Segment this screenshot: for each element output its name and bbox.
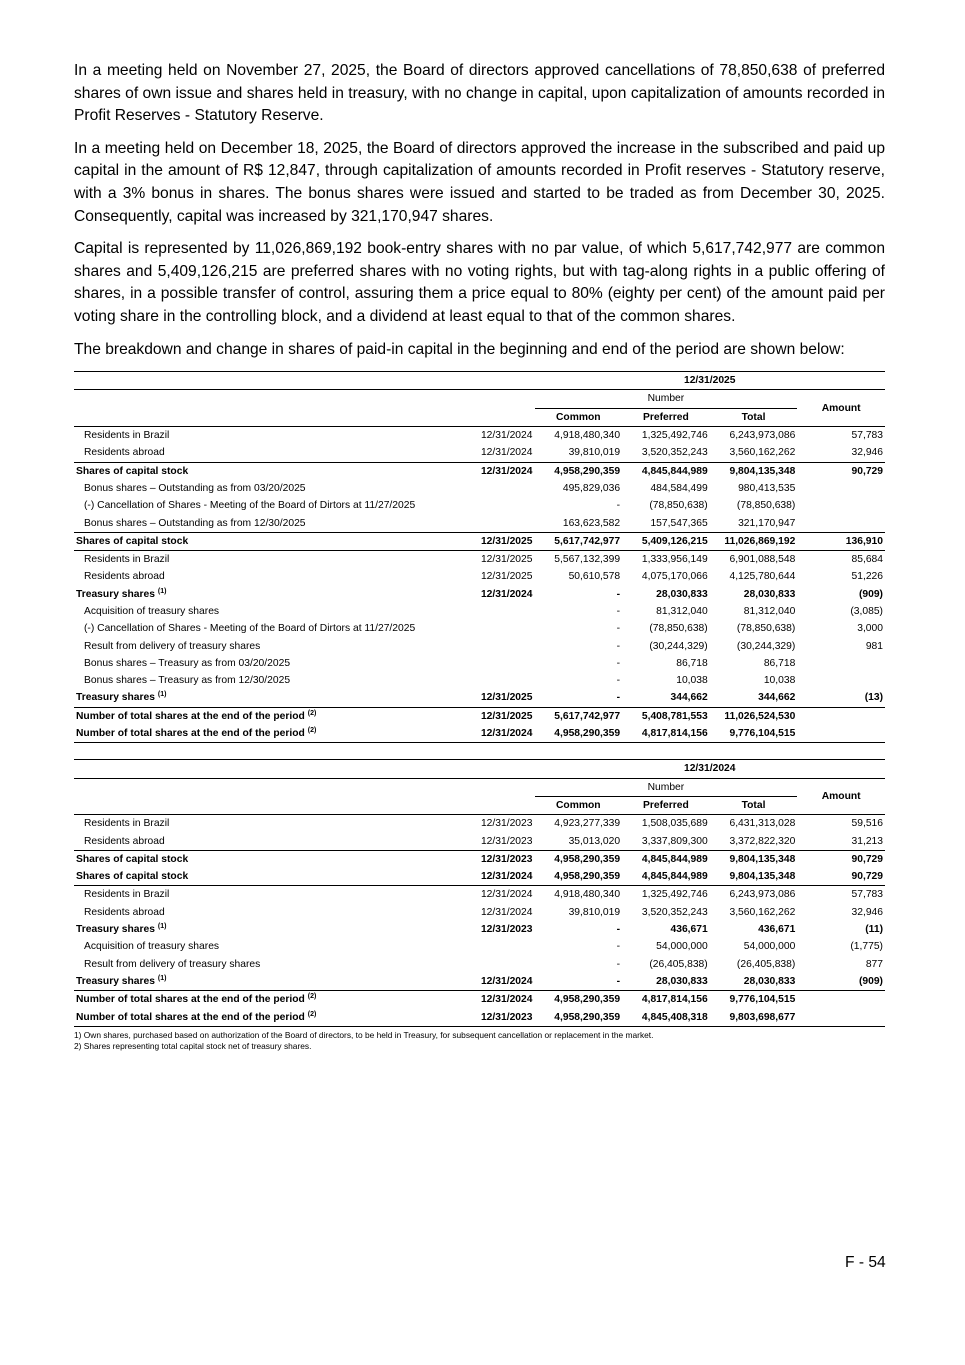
table-title: 12/31/2025 bbox=[535, 372, 886, 390]
row-label bbox=[74, 532, 468, 550]
table-row bbox=[74, 921, 885, 938]
cell-amount: 90,729 bbox=[797, 850, 885, 868]
row-label-text: Residents abroad bbox=[84, 835, 165, 847]
cell-total: 28,030,833 bbox=[743, 588, 796, 600]
table-row bbox=[74, 497, 885, 514]
cell-date: 12/31/2023 bbox=[468, 850, 534, 868]
cell-common: - bbox=[616, 675, 621, 687]
cell-date bbox=[468, 938, 534, 955]
cell-preferred: 1,508,035,689 bbox=[641, 818, 708, 830]
cell-date bbox=[468, 515, 534, 533]
cell-common: 4,958,290,359 bbox=[535, 850, 623, 868]
row-label-text: Acquisition of treasury shares bbox=[84, 941, 220, 953]
cell-amount bbox=[797, 655, 885, 672]
table-row bbox=[74, 480, 885, 497]
cell-common: - bbox=[616, 941, 621, 953]
cell-common: 4,958,290,359 bbox=[535, 991, 623, 1009]
cell-total: 436,671 bbox=[758, 924, 796, 936]
cell-amount: 877 bbox=[865, 958, 883, 970]
row-label bbox=[74, 444, 468, 462]
table-row bbox=[74, 532, 885, 550]
cell-date: 12/31/2023 bbox=[480, 835, 533, 847]
cell-amount bbox=[797, 725, 885, 743]
footnote-ref: (2) bbox=[307, 709, 317, 717]
cell-total: 9,804,135,348 bbox=[710, 462, 798, 480]
cell-amount: 31,213 bbox=[851, 835, 883, 847]
footnote-ref: (2) bbox=[307, 1010, 317, 1018]
cell-preferred: (78,850,638) bbox=[649, 500, 708, 512]
cell-date: 12/31/2025 bbox=[468, 707, 534, 725]
cell-common: 4,918,480,340 bbox=[535, 886, 623, 904]
table-row bbox=[74, 444, 885, 462]
row-label bbox=[74, 850, 468, 868]
row-label bbox=[74, 833, 468, 851]
row-label-text: Shares of capital stock bbox=[76, 535, 189, 547]
cell-preferred: 5,409,126,215 bbox=[622, 532, 710, 550]
cell-common: - bbox=[616, 588, 621, 600]
cell-amount: (1,775) bbox=[850, 941, 883, 953]
footnote-ref: (1) bbox=[157, 587, 167, 595]
table-row bbox=[74, 956, 885, 973]
row-label bbox=[74, 462, 468, 480]
number-header: Number bbox=[535, 390, 798, 408]
row-label bbox=[74, 725, 468, 743]
cell-date: 12/31/2024 bbox=[468, 991, 534, 1009]
cell-preferred: 344,662 bbox=[670, 692, 708, 704]
cell-amount: 32,946 bbox=[851, 447, 883, 459]
row-label-text: Shares of capital stock bbox=[76, 871, 189, 883]
cell-total: 6,243,973,086 bbox=[710, 886, 798, 904]
cell-common: - bbox=[616, 605, 621, 617]
cell-date: 12/31/2024 bbox=[480, 447, 533, 459]
cell-date: 12/31/2025 bbox=[480, 692, 533, 704]
cell-date: 12/31/2025 bbox=[468, 551, 534, 569]
cell-amount: 85,684 bbox=[797, 551, 885, 569]
table-row bbox=[74, 886, 885, 904]
cell-common: 5,617,742,977 bbox=[535, 532, 623, 550]
cell-amount bbox=[797, 497, 885, 514]
cell-total: 3,560,162,262 bbox=[729, 447, 796, 459]
cell-common: 5,567,132,399 bbox=[535, 551, 623, 569]
table-row bbox=[74, 868, 885, 886]
paragraph-capital-composition: Capital is represented by 11,026,869,192 book-entry shares with no par value, of which 5,617,742,977 are common shares and 5,409,126,215 are preferred shares with no voting rights, but with tag-along rights in a public offering of shares, in a possible transfer of control, assuring them a price equal to 80% (eighty per cent) of the amount paid per voting share in the controlling block, and a dividend at least equal to that of the common shares. bbox=[74, 240, 885, 325]
cell-preferred: 4,075,170,066 bbox=[641, 571, 708, 583]
cell-date: 12/31/2025 bbox=[480, 571, 533, 583]
cell-total: 344,662 bbox=[758, 692, 796, 704]
cell-common: 39,810,019 bbox=[568, 906, 621, 918]
cell-amount bbox=[797, 707, 885, 725]
cell-common: 4,958,290,359 bbox=[554, 871, 621, 883]
cell-common: 495,829,036 bbox=[562, 482, 621, 494]
cell-amount: 51,226 bbox=[851, 571, 883, 583]
row-label-text: Residents abroad bbox=[84, 571, 165, 583]
cell-total: (78,850,638) bbox=[736, 623, 796, 635]
preferred-header: Preferred bbox=[622, 408, 710, 426]
row-label-text: Shares of capital stock bbox=[76, 465, 189, 477]
cell-total: 10,038 bbox=[763, 675, 796, 687]
cell-amount: 981 bbox=[865, 640, 883, 652]
paragraph-capital-increase: In a meeting held on December 18, 2025, the Board of directors approved the increase in the subscribed and paid up capital in the amount of R$ 12,847, through capitalization of amounts recorded in Profit reserves - Statutory reserve, with a 3% bonus in shares. The bonus shares were issued and started to be traded as from December 30, 2025. Consequently, capital was increased by 321,170,947 shares. bbox=[74, 139, 885, 225]
row-label-text: (-) Cancellation of Shares - Meeting of the Board of Dirtors at 11/27/2025 bbox=[84, 623, 416, 635]
cell-total: 9,776,104,515 bbox=[710, 991, 798, 1009]
cell-common: 4,958,290,359 bbox=[535, 462, 623, 480]
cell-total: 6,243,973,086 bbox=[729, 430, 796, 442]
cell-amount: 90,729 bbox=[851, 871, 883, 883]
row-label-text: Shares of capital stock bbox=[76, 853, 189, 865]
table-row bbox=[74, 707, 885, 725]
cell-total: 9,776,104,515 bbox=[710, 725, 798, 743]
table-row bbox=[74, 551, 885, 569]
table-row bbox=[74, 427, 885, 445]
cell-preferred: 5,408,781,553 bbox=[622, 707, 710, 725]
cell-date: 12/31/2025 bbox=[468, 532, 534, 550]
row-label-text: Number of total shares at the end of the period bbox=[76, 710, 305, 722]
footnote-ref: (1) bbox=[157, 691, 167, 699]
cell-preferred: 3,520,352,243 bbox=[641, 447, 708, 459]
amount-header: Amount bbox=[797, 778, 885, 815]
cell-amount bbox=[797, 1009, 885, 1027]
row-label-text: Residents in Brazil bbox=[84, 430, 170, 442]
table-row bbox=[74, 672, 885, 689]
cell-total: 54,000,000 bbox=[743, 941, 796, 953]
table-row bbox=[74, 973, 885, 991]
cell-total: (78,850,638) bbox=[736, 500, 796, 512]
cell-amount: 136,910 bbox=[797, 532, 885, 550]
cell-preferred: 1,333,956,149 bbox=[622, 551, 710, 569]
cell-date bbox=[468, 620, 534, 637]
common-header: Common bbox=[535, 408, 623, 426]
footnote-ref: (2) bbox=[307, 727, 317, 735]
row-label-text: Bonus shares – Treasury as from 03/20/2025 bbox=[84, 657, 291, 669]
cell-total: 11,026,524,530 bbox=[710, 707, 798, 725]
cell-common: 4,918,480,340 bbox=[554, 430, 621, 442]
table-row bbox=[74, 725, 885, 743]
cell-preferred: 86,718 bbox=[676, 657, 708, 669]
row-label-text: Treasury shares bbox=[76, 924, 155, 936]
cell-common: 39,810,019 bbox=[568, 447, 621, 459]
row-label bbox=[74, 586, 468, 603]
row-label bbox=[74, 938, 468, 955]
cell-common: 163,623,582 bbox=[562, 517, 621, 529]
row-label-text: Residents abroad bbox=[84, 447, 165, 459]
cell-preferred: 3,520,352,243 bbox=[641, 906, 708, 918]
cell-amount bbox=[797, 672, 885, 689]
row-label bbox=[74, 991, 468, 1009]
cell-preferred: 4,845,844,989 bbox=[622, 462, 710, 480]
row-label-text: Treasury shares bbox=[76, 975, 155, 987]
row-label bbox=[74, 1009, 468, 1027]
cell-date bbox=[468, 480, 534, 497]
cell-amount bbox=[797, 515, 885, 533]
cell-preferred: 4,817,814,156 bbox=[622, 991, 710, 1009]
row-label bbox=[74, 515, 468, 533]
cell-amount: (3,085) bbox=[850, 605, 883, 617]
cell-preferred: 4,845,844,989 bbox=[622, 850, 710, 868]
cell-preferred: 54,000,000 bbox=[656, 941, 708, 953]
shares-table-2024 bbox=[74, 759, 885, 1026]
cell-preferred: 28,030,833 bbox=[656, 588, 708, 600]
cell-total: 6,901,088,548 bbox=[710, 551, 798, 569]
cell-common: - bbox=[616, 924, 621, 936]
cell-date bbox=[468, 655, 534, 672]
cell-amount: (13) bbox=[864, 692, 883, 704]
document-page bbox=[74, 60, 885, 1053]
row-label bbox=[74, 886, 468, 904]
cell-total: 81,312,040 bbox=[743, 605, 796, 617]
cell-preferred: 4,845,844,989 bbox=[641, 871, 708, 883]
row-label bbox=[74, 815, 468, 833]
page-number: F - 54 bbox=[845, 1254, 886, 1271]
cell-date: 12/31/2024 bbox=[468, 886, 534, 904]
cell-date: 12/31/2023 bbox=[468, 1009, 534, 1027]
row-label bbox=[74, 480, 468, 497]
row-label bbox=[74, 868, 468, 886]
row-label bbox=[74, 707, 468, 725]
row-label bbox=[74, 638, 468, 655]
table-row bbox=[74, 815, 885, 833]
table-row bbox=[74, 515, 885, 533]
cell-total: (26,405,838) bbox=[736, 958, 796, 970]
cell-amount: (909) bbox=[858, 588, 883, 600]
row-label-text: Result from delivery of treasury shares bbox=[84, 640, 261, 652]
row-label-text: (-) Cancellation of Shares - Meeting of the Board of Dirtors at 11/27/2025 bbox=[84, 500, 416, 512]
total-header: Total bbox=[710, 796, 798, 814]
cell-date: 12/31/2024 bbox=[480, 975, 533, 987]
cell-common: - bbox=[616, 640, 621, 652]
row-label-text: Residents in Brazil bbox=[84, 818, 170, 830]
row-label-text: Residents abroad bbox=[84, 906, 165, 918]
cell-common: - bbox=[616, 692, 621, 704]
cell-preferred: 484,584,499 bbox=[650, 482, 708, 494]
cell-preferred: 157,547,365 bbox=[650, 517, 708, 529]
footnote-ref: (1) bbox=[157, 923, 167, 931]
row-label bbox=[74, 921, 468, 938]
cell-total: 28,030,833 bbox=[743, 975, 796, 987]
cell-date: 12/31/2024 bbox=[468, 725, 534, 743]
shares-table-2025-body bbox=[74, 427, 885, 743]
cell-amount: 59,516 bbox=[851, 818, 883, 830]
cell-amount: (11) bbox=[865, 924, 883, 936]
cell-total: 321,170,947 bbox=[738, 517, 796, 529]
cell-total: 3,560,162,262 bbox=[729, 906, 796, 918]
row-label-text: Result from delivery of treasury shares bbox=[84, 958, 261, 970]
row-label bbox=[74, 672, 468, 689]
cell-preferred: (26,405,838) bbox=[649, 958, 708, 970]
cell-date: 12/31/2024 bbox=[480, 906, 533, 918]
row-label bbox=[74, 620, 468, 637]
cell-date: 12/31/2024 bbox=[480, 430, 533, 442]
table-row bbox=[74, 462, 885, 480]
common-header: Common bbox=[535, 796, 623, 814]
row-label-text: Bonus shares – Outstanding as from 12/30/2025 bbox=[84, 517, 306, 529]
row-label bbox=[74, 497, 468, 514]
cell-common: 4,958,290,359 bbox=[535, 1009, 623, 1027]
table-row bbox=[74, 938, 885, 955]
cell-date bbox=[468, 638, 534, 655]
cell-common: 50,610,578 bbox=[568, 571, 621, 583]
row-label-text: Treasury shares bbox=[76, 692, 155, 704]
table-row bbox=[74, 568, 885, 585]
cell-common: - bbox=[616, 500, 621, 512]
table-row bbox=[74, 833, 885, 851]
cell-amount bbox=[797, 991, 885, 1009]
row-label-text: Bonus shares – Outstanding as from 03/20/2025 bbox=[84, 482, 306, 494]
cell-amount bbox=[797, 480, 885, 497]
table-row bbox=[74, 655, 885, 672]
footnote-2: 2) Shares representing total capital stock net of treasury shares. bbox=[74, 1041, 312, 1052]
number-header: Number bbox=[535, 778, 798, 796]
amount-header: Amount bbox=[797, 390, 885, 427]
row-label bbox=[74, 973, 468, 991]
cell-date: 12/31/2024 bbox=[480, 588, 533, 600]
preferred-header: Preferred bbox=[622, 796, 710, 814]
table-row bbox=[74, 620, 885, 637]
table-row bbox=[74, 586, 885, 603]
cell-total: 980,413,535 bbox=[738, 482, 796, 494]
cell-common: 4,958,290,359 bbox=[535, 725, 623, 743]
table-row bbox=[74, 689, 885, 707]
shares-table-2025-header bbox=[74, 372, 885, 427]
cell-total: 86,718 bbox=[763, 657, 796, 669]
row-label bbox=[74, 904, 468, 921]
cell-total: 4,125,780,644 bbox=[729, 571, 796, 583]
row-label bbox=[74, 655, 468, 672]
cell-amount: 32,946 bbox=[851, 906, 883, 918]
table-row bbox=[74, 603, 885, 620]
cell-total: 9,804,135,348 bbox=[729, 871, 796, 883]
shares-table-2024-header bbox=[74, 760, 885, 815]
cell-common: 35,013,020 bbox=[568, 835, 621, 847]
row-label bbox=[74, 427, 468, 445]
cell-total: 9,804,135,348 bbox=[710, 850, 798, 868]
cell-date: 12/31/2023 bbox=[480, 818, 533, 830]
table-row bbox=[74, 991, 885, 1009]
cell-preferred: (78,850,638) bbox=[649, 623, 708, 635]
row-label-text: Number of total shares at the end of the period bbox=[76, 1011, 305, 1023]
cell-common: 5,617,742,977 bbox=[535, 707, 623, 725]
cell-preferred: 81,312,040 bbox=[656, 605, 708, 617]
cell-amount: 90,729 bbox=[797, 462, 885, 480]
cell-total: 11,026,869,192 bbox=[710, 532, 798, 550]
cell-amount: 57,783 bbox=[797, 886, 885, 904]
total-header: Total bbox=[710, 408, 798, 426]
cell-total: 6,431,313,028 bbox=[729, 818, 796, 830]
row-label-text: Acquisition of treasury shares bbox=[84, 605, 220, 617]
cell-preferred: 4,845,408,318 bbox=[622, 1009, 710, 1027]
shares-table-2025 bbox=[74, 371, 885, 743]
row-label-text: Residents in Brazil bbox=[84, 554, 170, 566]
row-label bbox=[74, 568, 468, 585]
cell-common: 4,923,277,339 bbox=[554, 818, 621, 830]
row-label bbox=[74, 956, 468, 973]
cell-preferred: 10,038 bbox=[676, 675, 708, 687]
cell-common: - bbox=[616, 623, 621, 635]
footnote-ref: (2) bbox=[307, 993, 317, 1001]
cell-preferred: 1,325,492,746 bbox=[622, 886, 710, 904]
row-label-text: Treasury shares bbox=[76, 588, 155, 600]
cell-date: 12/31/2024 bbox=[468, 462, 534, 480]
row-label-text: Number of total shares at the end of the period bbox=[76, 994, 305, 1006]
cell-date bbox=[468, 497, 534, 514]
cell-total: 9,803,698,677 bbox=[710, 1009, 798, 1027]
cell-common: - bbox=[616, 657, 621, 669]
footnotes bbox=[74, 1030, 885, 1053]
row-label bbox=[74, 689, 468, 707]
cell-total: (30,244,329) bbox=[736, 640, 796, 652]
cell-date bbox=[468, 956, 534, 973]
paragraph-breakdown-intro: The breakdown and change in shares of paid-in capital in the beginning and end of the period are shown below: bbox=[74, 340, 845, 358]
cell-preferred: 28,030,833 bbox=[656, 975, 708, 987]
shares-table-2024-body bbox=[74, 815, 885, 1027]
cell-date bbox=[468, 603, 534, 620]
footnote-1: 1) Own shares, purchased based on authorization of the Board of directors, to be held in Treasury, for subsequent cancellation or replacement in the market. bbox=[74, 1029, 654, 1040]
cell-date: 12/31/2023 bbox=[480, 924, 533, 936]
cell-amount: 3,000 bbox=[857, 623, 883, 635]
cell-common: - bbox=[616, 975, 621, 987]
paragraph-cancellation: In a meeting held on November 27, 2025, the Board of directors approved cancellations of 78,850,638 of preferred shares of own issue and shares held in treasury, with no change in capital, upon capitalization of amounts recorded in Profit Reserves - Statutory Reserve. bbox=[74, 62, 885, 125]
cell-date: 12/31/2024 bbox=[480, 871, 533, 883]
cell-date bbox=[468, 672, 534, 689]
row-label-text: Bonus shares – Treasury as from 12/30/2025 bbox=[84, 675, 291, 687]
table-row bbox=[74, 1009, 885, 1027]
footnote-ref: (1) bbox=[157, 974, 167, 982]
row-label bbox=[74, 603, 468, 620]
cell-total: 3,372,822,320 bbox=[729, 835, 796, 847]
cell-preferred: 3,337,809,300 bbox=[641, 835, 708, 847]
cell-common: - bbox=[616, 958, 621, 970]
row-label bbox=[74, 551, 468, 569]
table-row bbox=[74, 904, 885, 921]
cell-amount: (909) bbox=[858, 975, 883, 987]
cell-preferred: 1,325,492,746 bbox=[641, 430, 708, 442]
row-label-text: Residents in Brazil bbox=[84, 889, 170, 901]
table-row bbox=[74, 638, 885, 655]
cell-preferred: (30,244,329) bbox=[649, 640, 708, 652]
table-row bbox=[74, 850, 885, 868]
cell-amount: 57,783 bbox=[851, 430, 883, 442]
cell-preferred: 4,817,814,156 bbox=[622, 725, 710, 743]
row-label-text: Number of total shares at the end of the period bbox=[76, 728, 305, 740]
table-title: 12/31/2024 bbox=[535, 760, 886, 778]
cell-preferred: 436,671 bbox=[670, 924, 708, 936]
